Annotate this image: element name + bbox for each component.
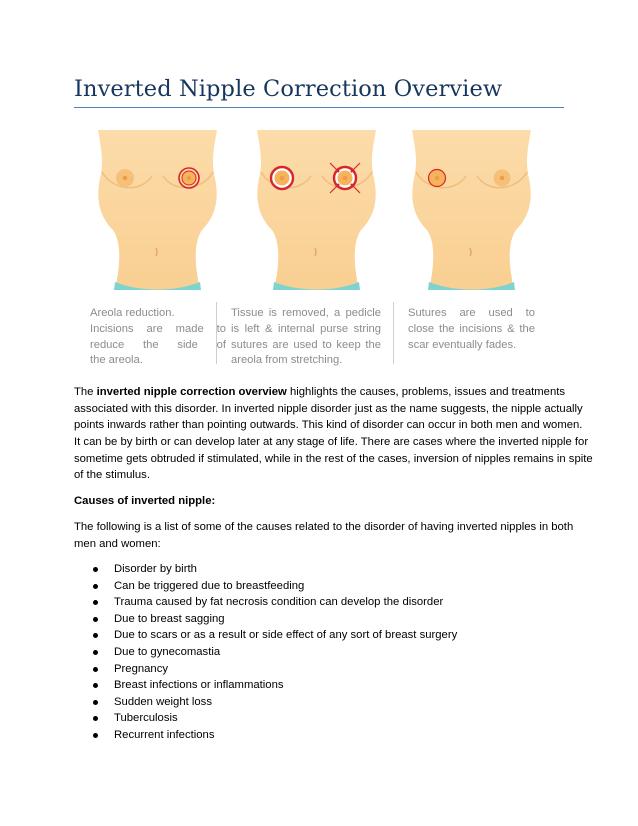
list-item-text: Disorder by birth [114,563,197,575]
bullet-icon [93,667,98,672]
list-item-text: Sudden weight loss [114,695,212,708]
caption-line: reduce the side of [90,338,226,351]
list-item [93,644,457,661]
intro-line: associated with this disorder. In inverted nipple disorder just as the name suggests, the nipple actually [74,402,583,415]
bullet-icon [93,584,98,589]
list-item [93,727,457,744]
list-item-text: Pregnancy [114,662,169,675]
caption-line: close the incisions & the [408,322,535,335]
list-item-text: Due to gynecomastia [114,645,221,658]
caption-divider [216,302,217,364]
list-item-text: Tuberculosis [114,712,178,725]
caption-line: sutures are used to keep the [231,338,381,351]
list-item [93,594,457,611]
page-title: Inverted Nipple Correction Overview [74,76,503,102]
list-item [93,710,457,727]
caption-line: the areola. [90,354,143,367]
intro-prefix: The [74,386,97,398]
list-item-text: Breast infections or inflammations [114,679,284,692]
causes-heading: Causes of inverted nipple: [74,495,216,507]
list-item-text: Recurrent infections [114,728,215,741]
caption-line: Tissue is removed, a pedicle [231,307,381,319]
bullet-icon [93,650,98,655]
list-item-text: Due to breast sagging [114,612,225,625]
intro-line: points inwards rather than pointing outwards. This kind of disorder can occur in both men and women. [74,419,583,432]
bullet-icon [93,567,98,572]
caption-line: areola from stretching. [231,354,343,367]
causes-list [93,561,457,744]
procedure-illustration [82,130,558,370]
caption-line: Sutures are used to [408,307,535,319]
list-item-text: Can be triggered due to breastfeeding [114,579,305,592]
caption-line: scar eventually fades. [408,338,517,351]
bullet-icon [93,617,98,622]
list-item [93,611,457,628]
list-item [93,694,457,711]
caption-line: Areola reduction. [90,307,175,319]
caption-divider [393,302,394,364]
list-item [93,627,457,644]
torso-panel-tissue-removed [249,130,384,298]
causes-intro-paragraph [74,519,574,552]
bullet-icon [93,683,98,688]
bullet-icon [93,633,98,638]
intro-line1-rest: highlights the causes, problems, issues and treatments [286,386,566,398]
caption-tissue-removed [231,306,381,369]
intro-line: sometime gets obtruded if stimulated, while in the rest of the cases, inversion of nipples remains in spite [74,452,593,465]
causes-intro-line: men and women: [74,537,161,550]
caption-line: is left & internal purse string [231,322,381,335]
list-item [93,561,457,578]
intro-line: It can be by birth or can develop later at any stage of life. There are cases where the inverted nipple for [74,436,589,449]
caption-line: Incisions are made to [90,322,226,335]
bullet-icon [93,716,98,721]
list-item-text: Due to scars or as a result or side effect of any sort of breast surgery [114,629,458,642]
list-item [93,578,457,595]
bullet-icon [93,733,98,738]
bullet-icon [93,700,98,705]
torso-panel-sutures-healed [404,130,539,298]
intro-paragraph [74,384,593,484]
causes-intro-line: The following is a list of some of the causes related to the disorder of having inverted nipples in both [74,521,574,533]
list-item-text: Trauma caused by fat necrosis condition can develop the disorder [114,596,444,609]
caption-sutures [408,306,535,353]
caption-areola-reduction [90,306,226,369]
bullet-icon [93,600,98,605]
list-item [93,661,457,678]
intro-line: of the stimulus. [74,469,150,482]
torso-panel-areola-reduction [90,130,225,298]
list-item [93,677,457,694]
title-underline [74,107,564,108]
intro-bold-term: inverted nipple correction overview [96,386,287,398]
intro-line-1 [74,384,564,401]
